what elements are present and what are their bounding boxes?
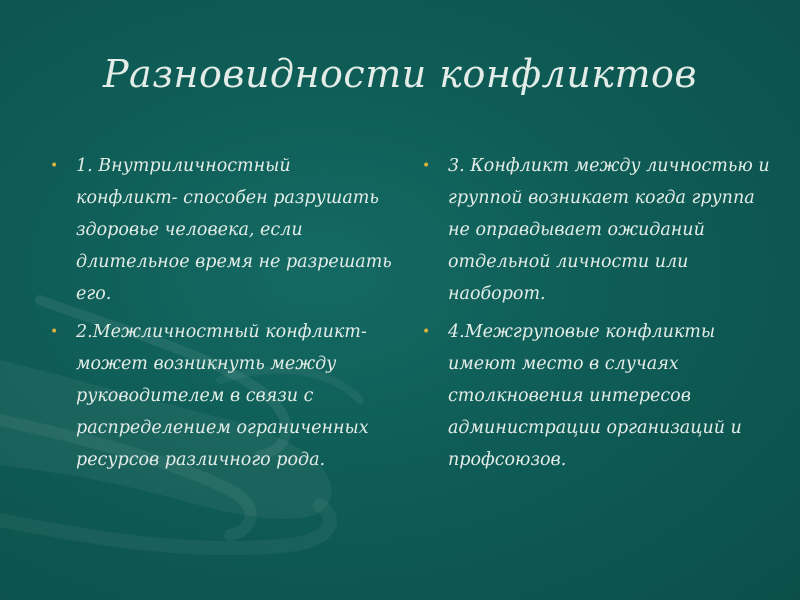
list-item-text: 2.Межличностный конфликт- может возникнуть между руководителем в связи с распределением ограниченных ресурсов различного рода.: [76, 322, 369, 470]
bullet-icon: •: [50, 324, 59, 340]
right-column-list: [420, 150, 770, 482]
list-item: [48, 150, 393, 310]
bullet-icon: •: [422, 158, 431, 174]
left-column-list: [48, 150, 393, 482]
list-item: [48, 316, 393, 476]
list-item: [420, 150, 770, 310]
bullet-icon: •: [422, 324, 431, 340]
list-item-text: 4.Межгруповые конфликты имеют место в случаях столкновения интересов администрации организаций и профсоюзов.: [448, 322, 742, 470]
bullet-icon: •: [50, 158, 59, 174]
list-item-text: 1. Внутриличностный конфликт- способен разрушать здоровье человека, если длительное время не разрешать его.: [76, 156, 392, 304]
list-item: [420, 316, 770, 476]
list-item-text: 3. Конфликт между личностью и группой возникает когда группа не оправдывает ожиданий отдельной личности или наоборот.: [448, 156, 770, 304]
slide-title: Разновидности конфликтов: [102, 52, 698, 96]
